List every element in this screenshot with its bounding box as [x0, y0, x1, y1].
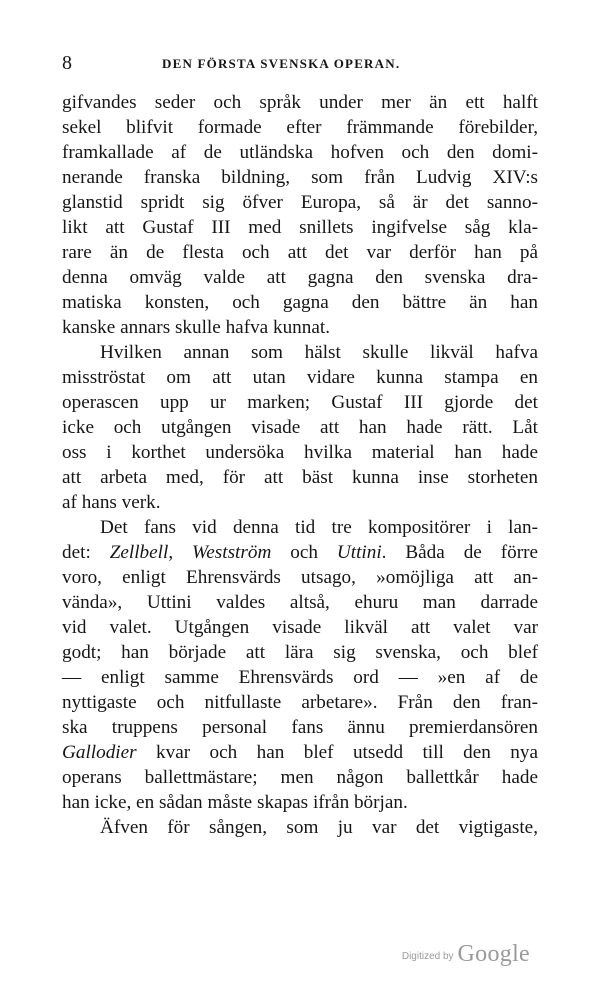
page-number: 8: [62, 52, 72, 74]
body-text: [62, 90, 538, 840]
text-line: framkallade af de utländska hofven och den domi-: [62, 142, 538, 163]
text-line: operascen upp ur marken; Gustaf III gjorde det: [62, 392, 538, 413]
digitized-watermark: [340, 937, 530, 967]
text-fragment: ,: [168, 542, 174, 563]
text-fragment: kvar och han blef utsedd till den nya: [156, 742, 538, 763]
text-line: att arbeta med, för att bäst kunna inse storheten: [62, 467, 538, 488]
text-line: han icke, en sådan måste skapas ifrån början.: [62, 792, 408, 813]
text-line: kanske annars skulle hafva kunnat.: [62, 317, 331, 338]
text-line: — enligt samme Ehrensvärds ord — »en af de: [62, 667, 538, 688]
text-line: oss i korthet undersöka hvilka material han hade: [62, 442, 538, 463]
text-line: nerande franska bildning, som från Ludvig XIV:s: [62, 167, 538, 188]
text-line: matiska konsten, och gagna den bättre än han: [62, 292, 538, 313]
text-line: gifvandes seder och språk under mer än ett halft: [62, 92, 538, 113]
dancer-name-gallodier: Gallodier: [62, 742, 137, 763]
text-line: Hvilken annan som hälst skulle likväl hafva: [100, 342, 538, 363]
text-line: rare än de flesta och att det var derför han på: [62, 242, 538, 263]
text-line: misströstat om att utan vidare kunna stampa en: [62, 367, 538, 388]
text-line: af hans verk.: [62, 492, 161, 513]
text-line: operans ballettmästare; men någon ballettkår hade: [62, 767, 538, 788]
text-line: likt att Gustaf III med snillets ingifvelse såg kla-: [62, 217, 538, 238]
text-fragment: det:: [62, 542, 91, 563]
text-line: Äfven för sången, som ju var det vigtigaste,: [100, 817, 538, 838]
text-fragment: och: [290, 542, 318, 563]
text-line: sekel blifvit formade efter främmande förebilder,: [62, 117, 538, 138]
text-line: vid valet. Utgången visade likväl att valet var: [62, 617, 538, 638]
text-fragment: . Båda de förre: [381, 542, 539, 563]
text-line: godt; han började att lära sig svenska, och blef: [62, 642, 538, 663]
composer-name-westström: Westström: [192, 542, 272, 563]
google-logo: Google: [457, 941, 530, 967]
text-line: nyttigaste och nitfullaste arbetare». Från den fran-: [62, 692, 538, 713]
composer-name-uttini: Uttini: [336, 542, 382, 563]
text-line: denna omväg valde att gagna den svenska dra-: [62, 267, 538, 288]
composer-name-zellbell: Zellbell: [109, 542, 169, 563]
text-line: vända», Uttini valdes altså, ehuru man darrade: [62, 592, 538, 613]
text-line: voro, enligt Ehrensvärds utsago, »omöjliga att an-: [62, 567, 538, 588]
text-line-gallodier: [62, 740, 538, 765]
running-title: DEN FÖRSTA SVENSKA OPERAN.: [162, 56, 401, 71]
text-line: glanstid spridt sig öfver Europa, så är det sanno-: [62, 192, 538, 213]
text-line: icke och utgången visade att han hade rätt. Låt: [62, 417, 538, 438]
text-line: Det fans vid denna tid tre kompositörer i lan-: [100, 517, 538, 538]
text-line: ska truppens personal fans ännu premierdansören: [62, 717, 538, 738]
watermark-label: Digitized by: [401, 951, 454, 962]
page-header: [62, 50, 538, 76]
text-line-composers: [62, 540, 538, 565]
